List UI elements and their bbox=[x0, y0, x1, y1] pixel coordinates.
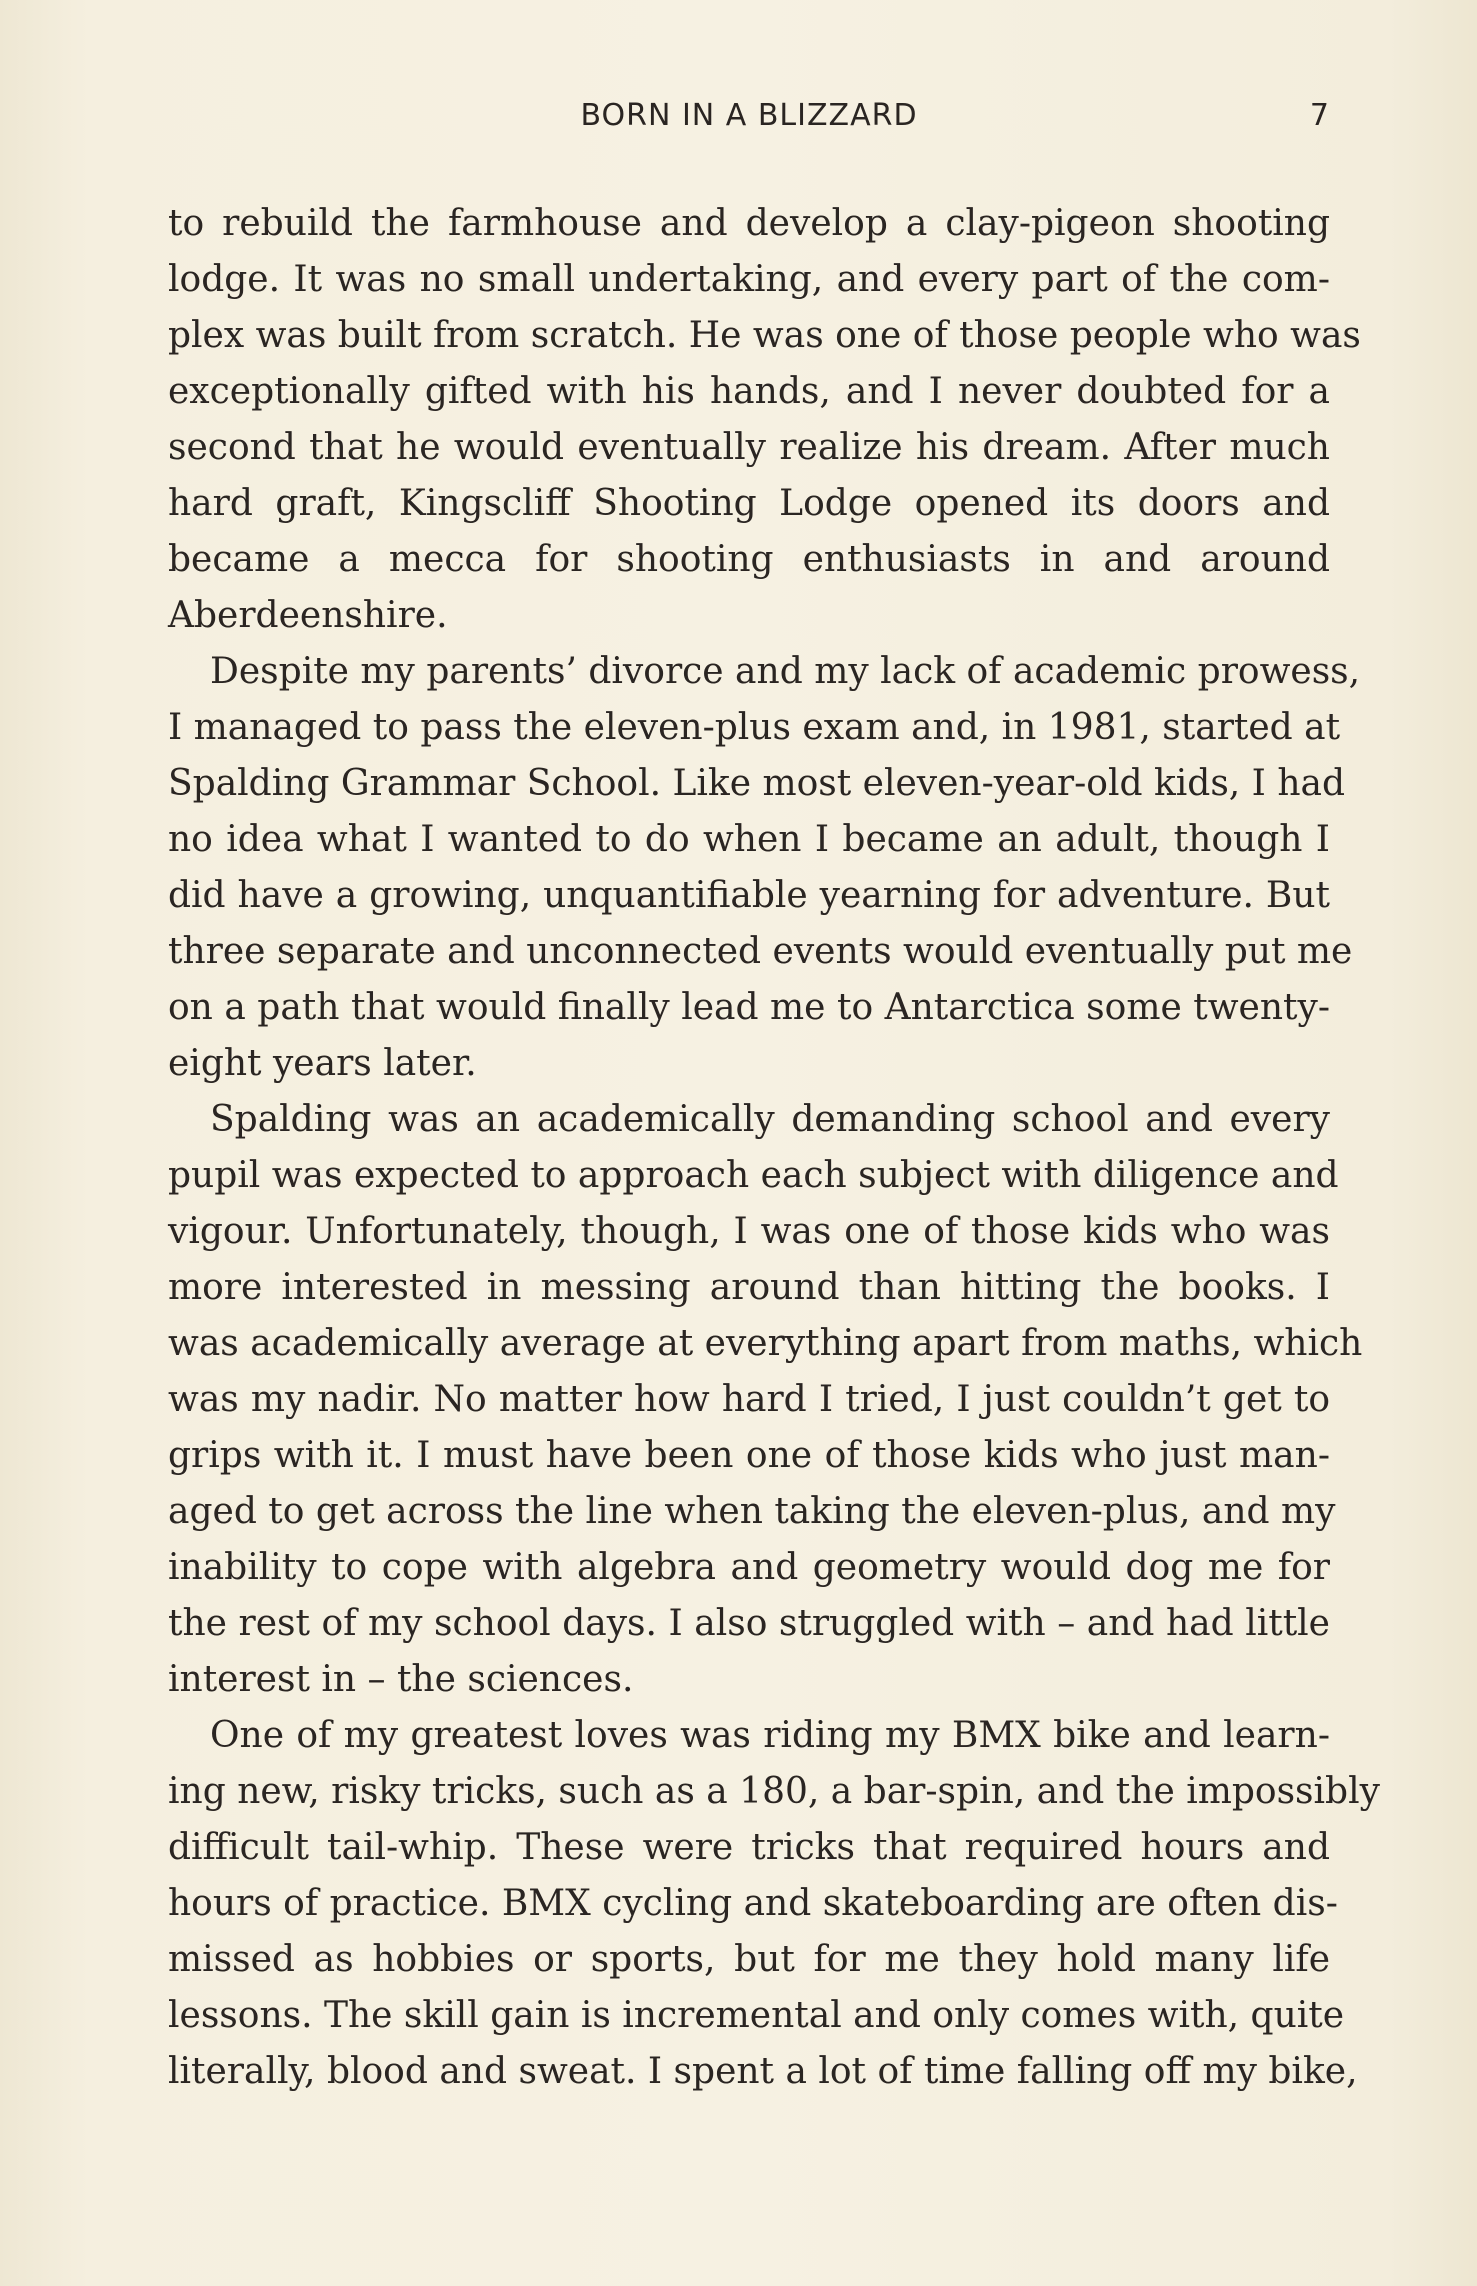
text-line: I managed to pass the eleven-plus exam and, in 1981, started at bbox=[168, 707, 1341, 748]
text-line: pupil was expected to approach each subject with diligence and bbox=[168, 1155, 1339, 1196]
paragraph bbox=[168, 644, 1361, 1092]
text-line: on a path that would finally lead me to Antarctica some twenty- bbox=[168, 987, 1330, 1028]
text-line: the rest of my school days. I also struggled with – and had little bbox=[168, 1603, 1330, 1644]
text-line: second that he would eventually realize his dream. After much bbox=[168, 427, 1330, 468]
text-line: lodge. It was no small undertaking, and every part of the com- bbox=[168, 259, 1330, 300]
text-line: was academically average at everything apart from maths, which bbox=[168, 1323, 1363, 1364]
text-line: One of my greatest loves was riding my BMX bike and learn- bbox=[210, 1715, 1330, 1756]
text-line: exceptionally gifted with his hands, and I never doubted for a bbox=[168, 371, 1330, 412]
text-line: missed as hobbies or sports, but for me they hold many life bbox=[168, 1939, 1330, 1980]
text-line: aged to get across the line when taking the eleven-plus, and my bbox=[168, 1491, 1336, 1532]
text-line: vigour. Unfortunately, though, I was one of those kids who was bbox=[168, 1211, 1330, 1252]
text-line: Aberdeenshire. bbox=[168, 595, 448, 636]
text-line: Spalding was an academically demanding school and every bbox=[210, 1099, 1330, 1140]
text-line: inability to cope with algebra and geometry would dog me for bbox=[168, 1547, 1330, 1588]
text-line: ing new, risky tricks, such as a 180, a bar-spin, and the impossibly bbox=[168, 1771, 1380, 1812]
running-head bbox=[168, 98, 1330, 138]
text-line: more interested in messing around than hitting the books. I bbox=[168, 1267, 1330, 1308]
paragraph bbox=[168, 1708, 1380, 2100]
text-line: no idea what I wanted to do when I became an adult, though I bbox=[168, 819, 1330, 860]
text-line: three separate and unconnected events would eventually put me bbox=[168, 931, 1353, 972]
page-number: 7 bbox=[1309, 98, 1330, 133]
text-line: lessons. The skill gain is incremental and only comes with, quite bbox=[168, 1995, 1345, 2036]
text-line: became a mecca for shooting enthusiasts in and around bbox=[168, 539, 1330, 580]
text-line: interest in – the sciences. bbox=[168, 1659, 634, 1700]
text-line: plex was built from scratch. He was one of those people who was bbox=[168, 315, 1361, 356]
text-line: Despite my parents’ divorce and my lack of academic prowess, bbox=[210, 651, 1361, 692]
text-line: literally, blood and sweat. I spent a lot of time falling off my bike, bbox=[168, 2051, 1358, 2092]
text-line: to rebuild the farmhouse and develop a clay-pigeon shooting bbox=[168, 203, 1330, 244]
paragraph bbox=[168, 1092, 1363, 1708]
text-line: hours of practice. BMX cycling and skateboarding are often dis- bbox=[168, 1883, 1338, 1924]
text-line: grips with it. I must have been one of those kids who just man- bbox=[168, 1435, 1330, 1476]
paragraph bbox=[168, 196, 1361, 644]
text-line: eight years later. bbox=[168, 1043, 477, 1084]
body-text bbox=[168, 196, 1380, 2100]
text-line: did have a growing, unquantifiable yearning for adventure. But bbox=[168, 875, 1330, 916]
running-title: BORN IN A BLIZZARD bbox=[580, 98, 918, 133]
text-line: was my nadir. No matter how hard I tried, I just couldn’t get to bbox=[168, 1379, 1330, 1420]
text-line: hard graft, Kingscliff Shooting Lodge opened its doors and bbox=[168, 483, 1330, 524]
text-line: Spalding Grammar School. Like most eleven-year-old kids, I had bbox=[168, 763, 1346, 804]
text-line: difficult tail-whip. These were tricks that required hours and bbox=[168, 1827, 1330, 1868]
